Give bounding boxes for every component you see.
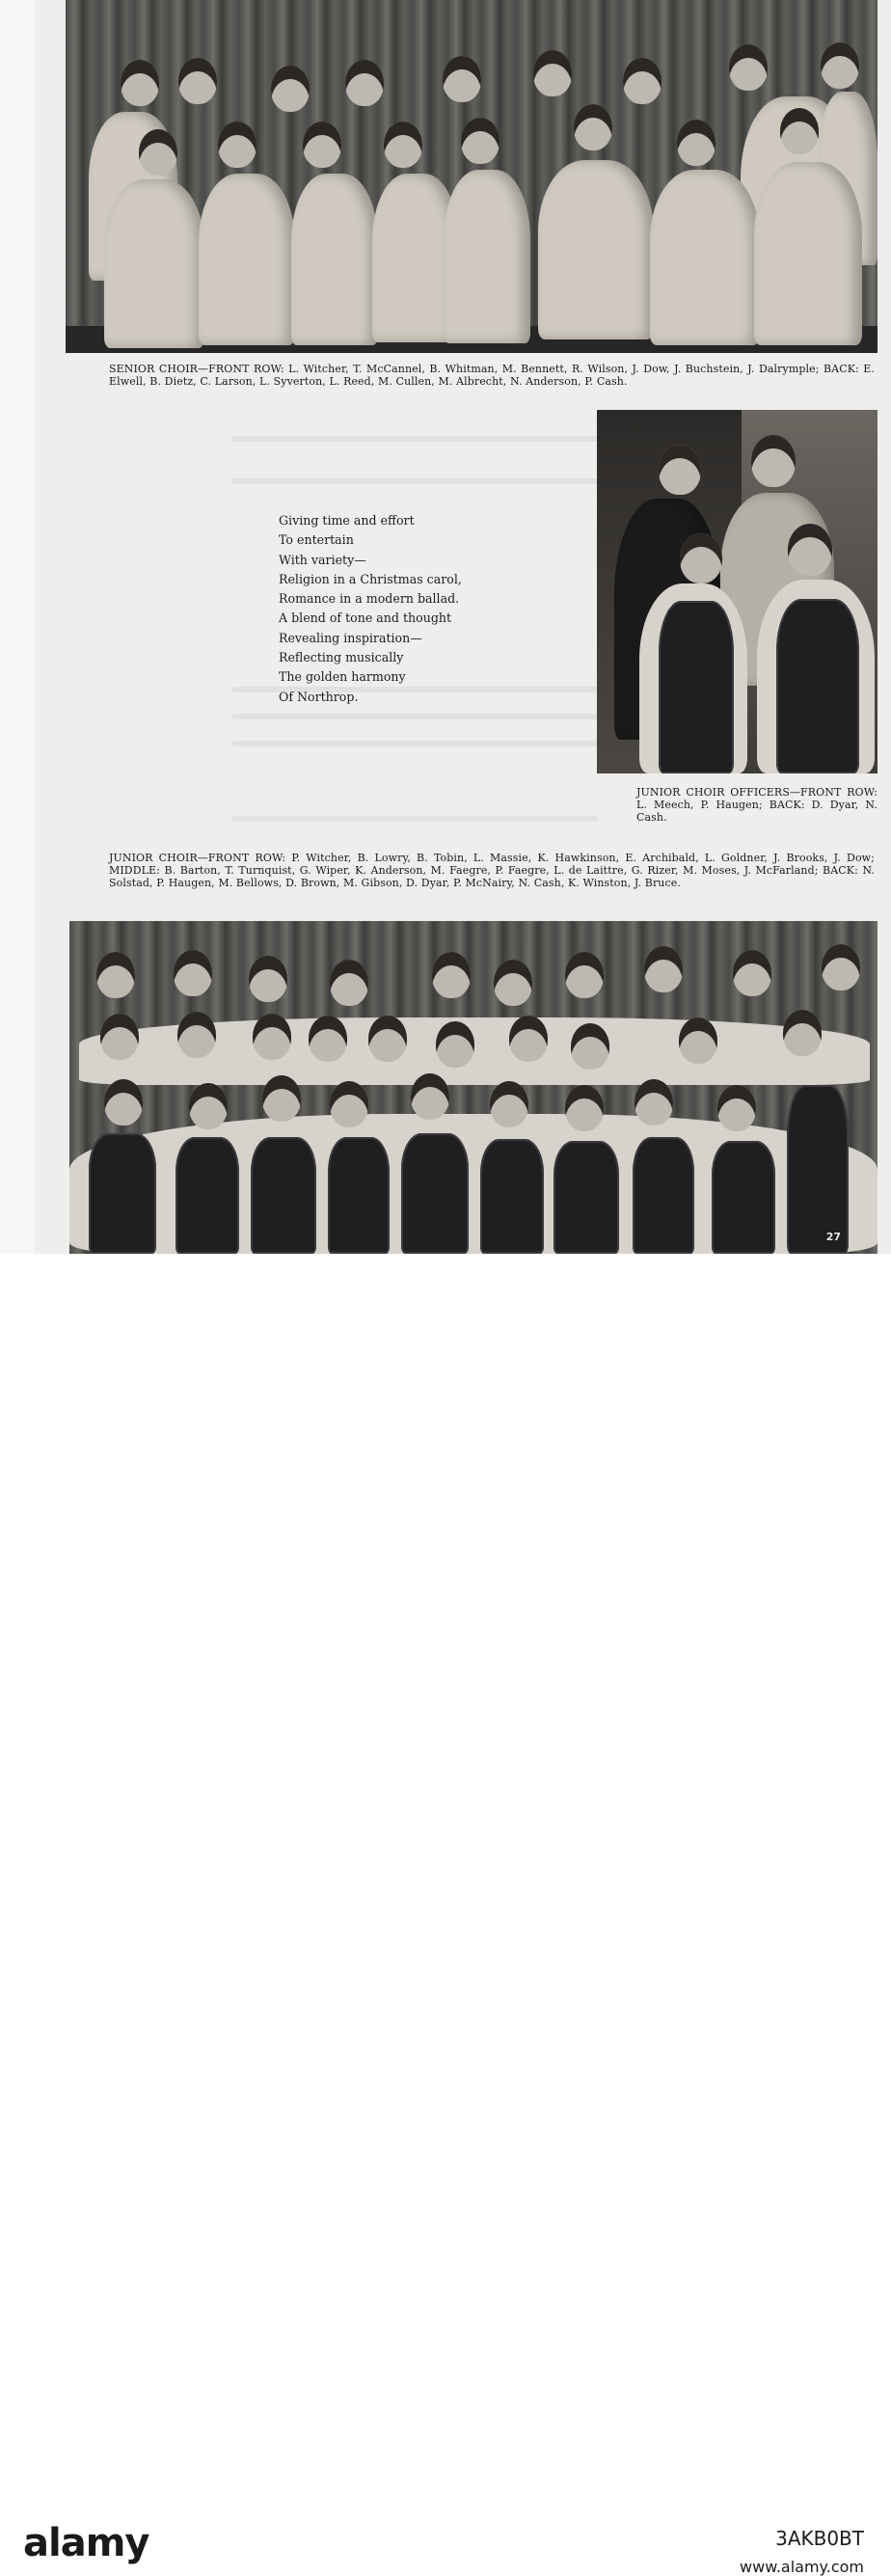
senior-choir-photo [66,0,878,353]
bleed-through [231,714,598,719]
poem-line: To entertain [279,532,354,548]
bleed-through [231,478,598,484]
poem-line: Of Northrop. [279,689,359,704]
junior-choir-officers-photo [597,410,878,773]
poem-line: With variety— [279,552,366,567]
poem-line: Giving time and effort [279,513,415,528]
bleed-through [231,436,598,442]
poem-line: A blend of tone and thought [279,610,452,626]
senior-choir-caption: SENIOR CHOIR—FRONT ROW: L. Witcher, T. McCannel, B. Whitman, M. Bennett, R. Wilson, J. Dow, J. Buchstein, J. Dalrymple; BACK: E. Elwell, B. Dietz, C. Larson, L. Syverton, L. Reed, M. Cullen, M. Albrecht, N. Anderson, P. Cash. [109,363,875,388]
poem-line: The golden harmony [279,669,406,685]
bleed-through [231,741,598,746]
site-url: www.alamy.com [740,2558,864,2576]
page-margin [0,0,35,1254]
poem [279,511,462,707]
image-id: 3AKB0BT [775,2527,864,2550]
bleed-through [231,816,598,822]
poem-line: Religion in a Christmas carol, [279,571,462,586]
poem-line: Reflecting musically [279,650,404,665]
junior-choir-caption: JUNIOR CHOIR—FRONT ROW: P. Witcher, B. Lowry, B. Tobin, L. Massie, K. Hawkinson, E. Archibald, L. Goldner, J. Brooks, J. Dow; MIDDLE: B. Barton, T. Turnquist, G. Wiper, K. Anderson, M. Faegre, P. Faegre, L. de Laittre, G. Rizer, M. Moses, J. McFarland; BACK: N. Solstad, P. Haugen, M. Bellows, D. Brown, M. Gibson, D. Dyar, P. McNairy, N. Cash, K. Winston, J. Bruce. [109,852,875,889]
yearbook-page [0,0,891,1254]
poem-line: Revealing inspiration— [279,630,422,645]
page-number: 27 [825,1231,841,1243]
watermark-footer [0,1254,891,2576]
officers-caption: JUNIOR CHOIR OFFICERS—FRONT ROW: L. Meech, P. Haugen; BACK: D. Dyar, N. Cash. [636,786,878,824]
poem-line: Romance in a modern ballad. [279,591,460,607]
brand-logo: alamy [23,2521,149,2565]
junior-choir-photo [69,921,878,1254]
